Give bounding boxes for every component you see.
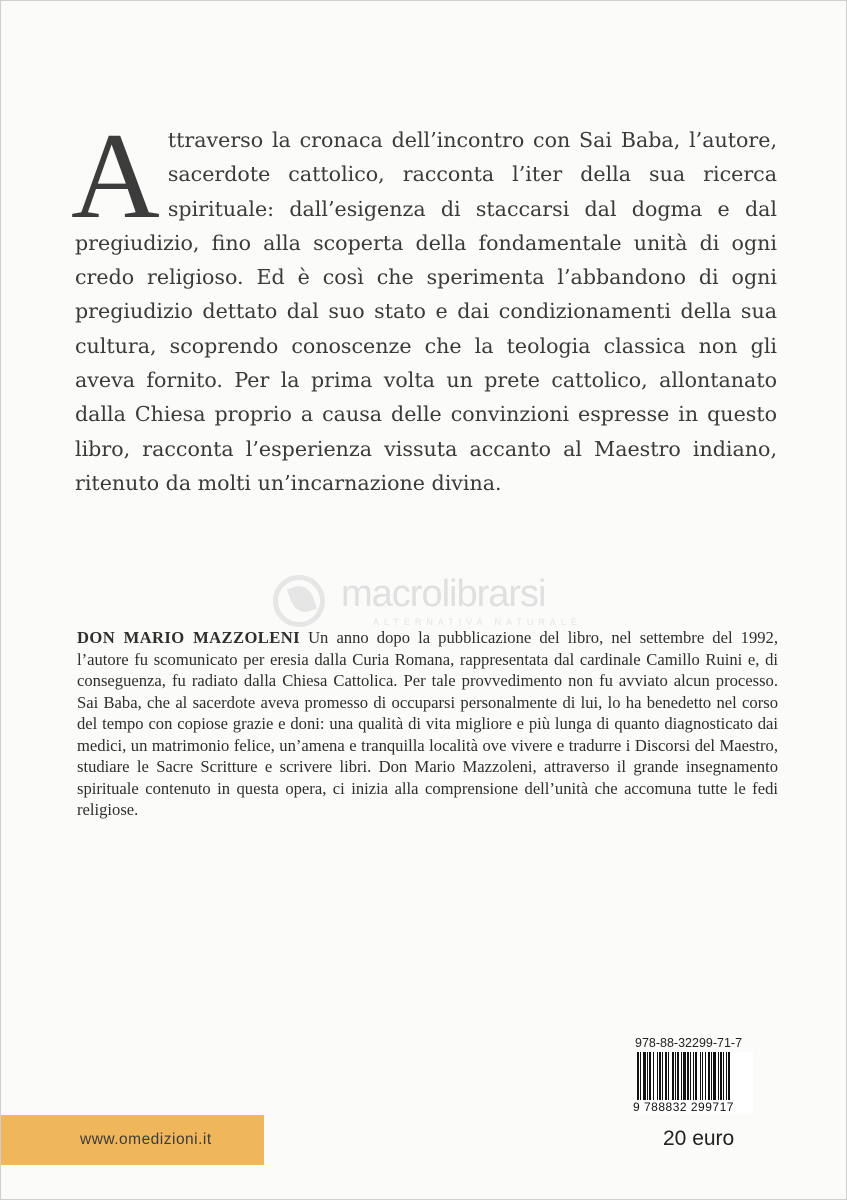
author-name: DON MARIO MAZZOLENI	[77, 628, 300, 647]
watermark-tagline: ALTERNATIVA NATURALE	[373, 617, 582, 627]
barcode-bars	[637, 1052, 753, 1100]
isbn-label: 978-88-32299-71-7	[635, 1036, 743, 1050]
price: 20 euro	[663, 1127, 735, 1150]
blurb-paragraph	[71, 107, 777, 500]
drop-cap: A	[71, 107, 160, 244]
author-bio	[77, 627, 778, 821]
watermark-name: macrolibrarsi	[341, 573, 546, 615]
bio-text: Un anno dopo la pubblicazione del libro, nel settembre del 1992, l’autore fu scomunicato per eresia dalla Curia Romana, rappresentata dal cardinale Camillo Ruini e, di conseguenza, fu radiato dalla Chiesa Cattolica. Per tale provvedimento non fu avviato alcun processo. Sai Baba, che al sacerdote aveva promesso di occuparsi personalmente di lui, lo ha benedetto nel corso del tempo con copiose grazie e doni: una qualità di vita migliore e più lunga di quanto diagnosticato dai medici, un matrimonio felice, un’amena e tranquilla località ove vivere e tradurre i Discorsi del Maestro, studiare le Sacre Scritture e scrivere libri. Don Mario Mazzoleni, attraverso il grande insegnamento spirituale contenuto in questa opera, ci inizia alla comprensione dell’unità che accomuna tutte le fedi religiose.	[77, 628, 779, 819]
publisher-band	[1, 1115, 264, 1165]
publisher-url: www.omedizioni.it	[80, 1131, 212, 1148]
barcode-digits: 9 788832 299717	[633, 1100, 734, 1114]
blurb-text: ttraverso la cronaca dell’incontro con Sai Baba, l’autore, sacerdote cattolico, racconta l’iter della sua ricerca spirituale: dall’esigenza di staccarsi dal dogma e dal pregiudizio, fino alla scoperta della fondamentale unità di ogni credo religioso. Ed è così che sperimenta l’abbandono di ogni pregiudizio dettato dal suo stato e dai condizionamenti della sua cultura, scoprendo conoscenze che la teologia classica non gli aveva fornito. Per la prima volta un prete cattolico, allontanato dalla Chiesa proprio a causa delle convinzioni espresse in questo libro, racconta l’esperienza vissuta accanto al Maestro indiano, ritenuto da molti un’incarnazione divina.	[75, 128, 777, 495]
